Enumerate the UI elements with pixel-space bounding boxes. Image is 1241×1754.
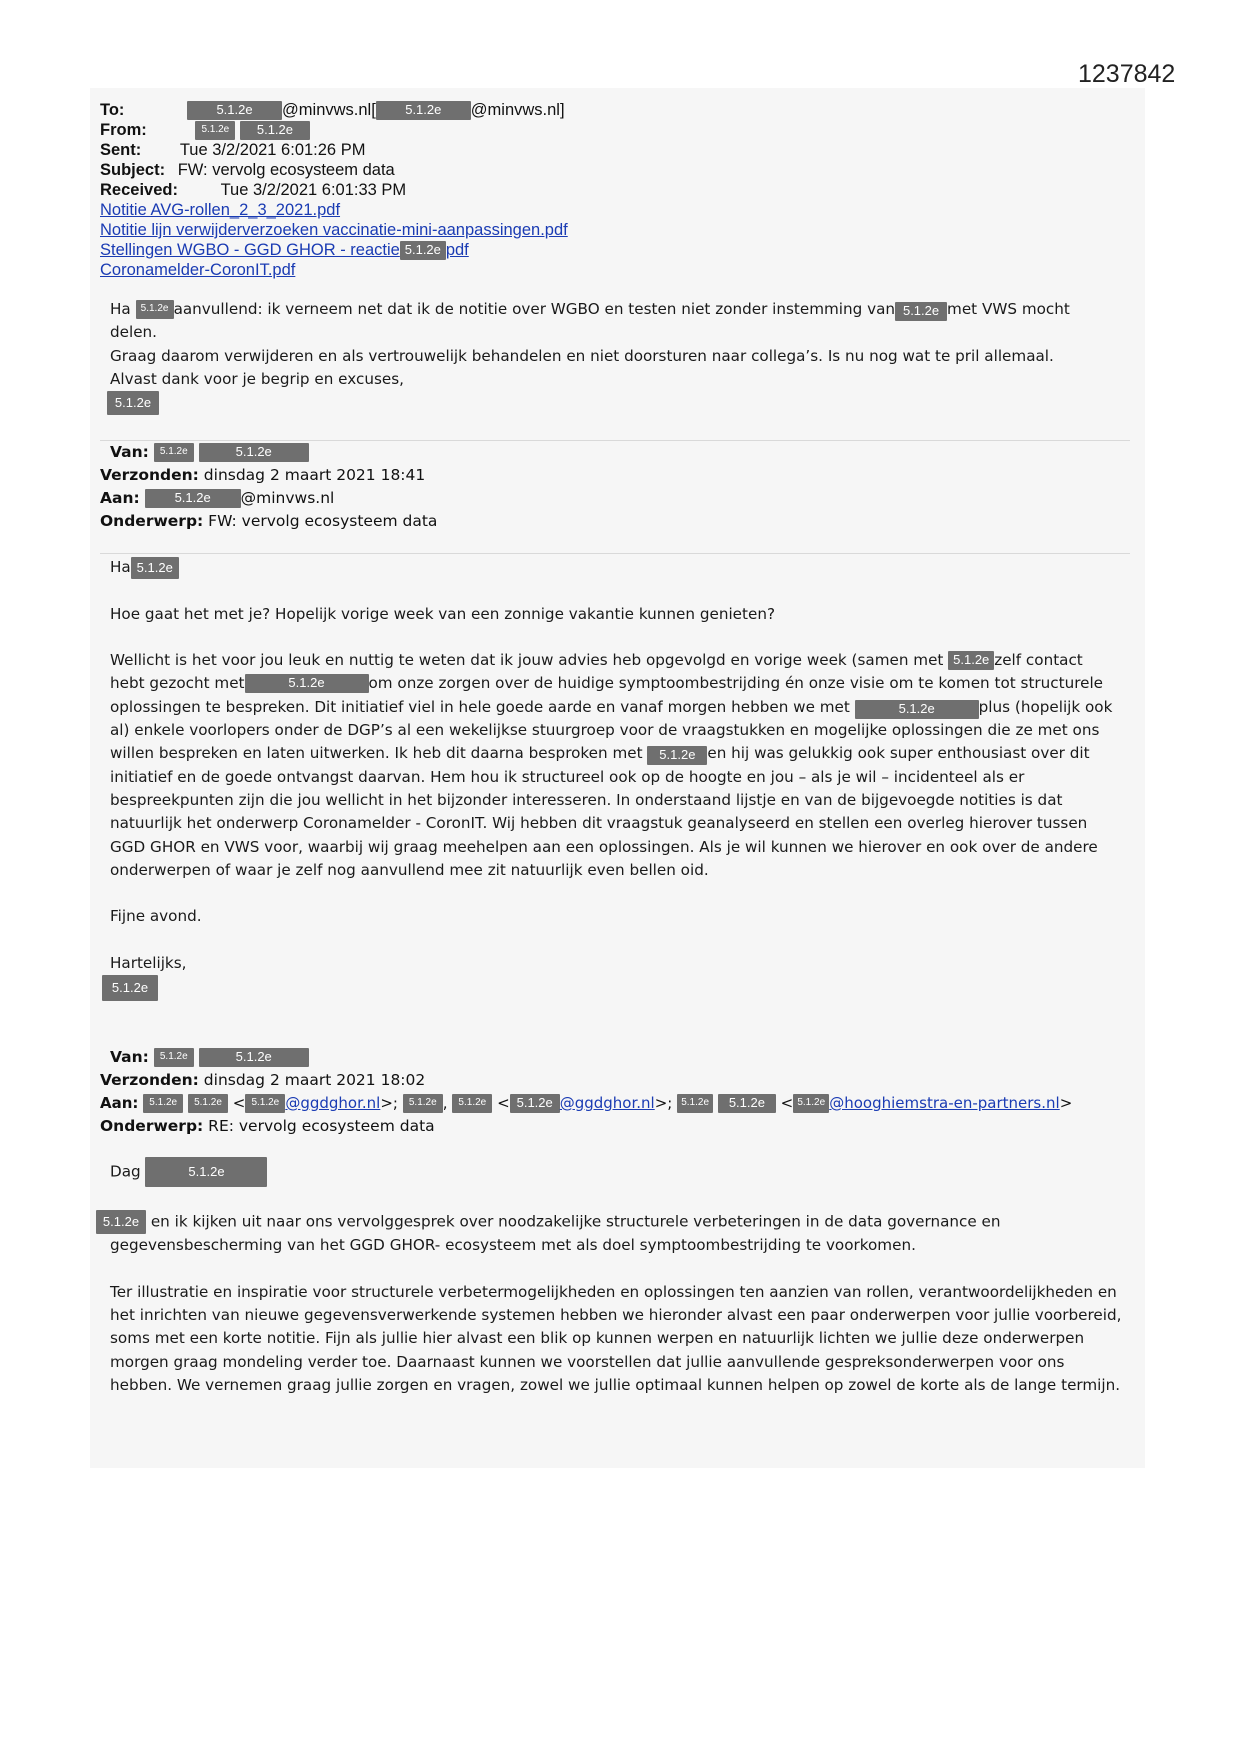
text: met VWS mocht	[947, 300, 1070, 318]
text: zelf contact	[994, 651, 1083, 670]
from-label: From:	[100, 121, 147, 139]
redaction: 5.1.2e	[245, 674, 369, 693]
text: Ha	[110, 300, 136, 318]
onderwerp-label: Onderwerp:	[100, 1117, 204, 1135]
text: oplossingen te bespreken. Dit initiatief viel in hele goede aarde en vanaf morgen hebben we met	[110, 697, 850, 716]
text: om onze zorgen over de huidige symptoombestrijding én onze visie om te komen tot structurele	[368, 674, 1104, 693]
verzonden-value: dinsdag 2 maart 2021 18:41	[203, 466, 426, 484]
text: Hoe gaat het met je? Hopelijk vorige week van een zonnige vakantie kunnen genieten?	[110, 604, 776, 623]
attachment-link[interactable]	[100, 260, 295, 280]
van-line	[100, 441, 309, 465]
onderwerp-label: Onderwerp:	[100, 512, 204, 530]
redaction: 5.1.2e	[510, 1094, 560, 1113]
received-value: Tue 3/2/2021 6:01:33 PM	[220, 181, 407, 199]
redaction: 5.1.2e	[199, 443, 309, 462]
onderwerp-line	[100, 1115, 435, 1139]
redaction: 5.1.2e	[136, 300, 174, 319]
text: natuurlijk het onderwerp Coronamelder - CoronIT. Wij hebben dit vraagstuk geanalyseerd en stellen een overleg hierover tussen	[110, 814, 1088, 833]
received-label: Received:	[100, 181, 178, 199]
redaction: 5.1.2e	[245, 1094, 285, 1113]
message-body-3	[102, 1157, 1130, 1397]
verzonden-label: Verzonden:	[100, 1071, 199, 1089]
text: ,	[442, 1094, 448, 1112]
attachment-link[interactable]	[100, 220, 568, 240]
aan-label: Aan:	[100, 1094, 139, 1112]
text: delen.	[110, 323, 158, 342]
to-label: To:	[100, 101, 125, 119]
redaction: 5.1.2e	[154, 1048, 194, 1067]
attachment-stellingen-ext[interactable]: pdf	[445, 241, 469, 259]
van-line	[100, 1046, 309, 1070]
redaction: 5.1.2e	[403, 1094, 443, 1113]
redaction: 5.1.2e	[188, 1094, 228, 1113]
to-domain: @minvws.nl]	[470, 101, 565, 119]
divider	[100, 553, 1130, 554]
text: >;	[380, 1094, 398, 1112]
signature-redaction: 5.1.2e	[102, 975, 158, 1001]
verzonden-line	[100, 464, 425, 488]
sent-value: Tue 3/2/2021 6:01:26 PM	[179, 141, 366, 159]
text: initiatief en de goede ontvangst daarvan. Hem hou ik structureel ook op de hoogte en jou – als je wil – incidenteel als er	[110, 767, 1025, 786]
text: hebt gezocht met	[110, 674, 245, 693]
redaction: 5.1.2e	[677, 1094, 713, 1113]
signature-redaction: 5.1.2e	[107, 391, 159, 415]
attachment-link[interactable]	[100, 240, 469, 260]
subject-value: FW: vervolg ecosysteem data	[177, 161, 395, 179]
redaction: 5.1.2e	[145, 1157, 267, 1187]
redaction: 5.1.2e	[948, 651, 994, 670]
text: Alvast dank voor je begrip en excuses,	[110, 369, 404, 388]
redaction: 5.1.2e	[145, 489, 241, 508]
attachment-stellingen-wgbo[interactable]: Stellingen WGBO - GGD GHOR - reactie	[100, 241, 400, 259]
redaction: 5.1.2e	[240, 121, 310, 140]
attachment-avg-rollen[interactable]: Notitie AVG-rollen_2_3_2021.pdf	[100, 201, 341, 219]
redaction: 5.1.2e	[452, 1094, 492, 1113]
document-number: 1237842	[1078, 60, 1176, 88]
text: <	[232, 1094, 246, 1112]
attachment-link[interactable]	[100, 200, 340, 220]
text: >;	[654, 1094, 673, 1112]
text: aanvullend: ik verneem net dat ik de notitie over WGBO en testen niet zonder instemming van	[173, 300, 896, 318]
sent-label: Sent:	[100, 141, 142, 159]
redaction: 5.1.2e	[718, 1094, 776, 1113]
redaction: 5.1.2e	[131, 557, 179, 579]
to-domain: @minvws.nl[	[282, 101, 376, 119]
van-label: Van:	[110, 1048, 149, 1066]
redaction: 5.1.2e	[400, 241, 446, 260]
from-line	[100, 120, 310, 140]
text: <	[497, 1094, 510, 1112]
email-link[interactable]: @hooghiemstra-en-partners.nl	[829, 1094, 1060, 1112]
onderwerp-value: RE: vervolg ecosysteem data	[208, 1117, 435, 1135]
message-body-1	[110, 298, 1130, 415]
text: onderwerpen of waar je zelf nog aanvullend mee zit natuurlijk even bellen oid.	[110, 860, 709, 879]
redaction: 5.1.2e	[96, 1210, 146, 1234]
redaction: 5.1.2e	[199, 1048, 309, 1067]
text: GGD GHOR en VWS voor, waarbij wij graag meehelpen aan een oplossingen. Als je wil kunnen we hierover en ook over de andere	[110, 837, 1098, 856]
text: al) enkele voorlopers onder de DGP’s al een wekelijkse stuurgroep voor de vraagstukken en mogelijke oplossingen die ze met ons	[110, 721, 1100, 740]
text: Fijne avond.	[110, 907, 202, 926]
subject-line	[100, 160, 395, 180]
redaction: 5.1.2e	[855, 700, 979, 719]
text: en hij was gelukkig ook super enthousiast over dit	[707, 744, 1090, 763]
redaction: 5.1.2e	[195, 121, 235, 140]
aan-label: Aan:	[100, 489, 140, 507]
email-link[interactable]: @ggdghor.nl	[559, 1094, 655, 1112]
redaction: 5.1.2e	[895, 302, 947, 321]
text: Hartelijks,	[110, 954, 187, 973]
aan-line	[100, 1092, 1072, 1116]
sent-line	[100, 140, 365, 160]
aan-line	[100, 487, 334, 511]
aan-domain: @minvws.nl	[240, 489, 335, 507]
redaction: 5.1.2e	[376, 101, 471, 120]
text: en ik kijken uit naar ons vervolggesprek over noodzakelijke structurele verbeteringen in de data governance en	[150, 1212, 1001, 1231]
redaction: 5.1.2e	[647, 746, 707, 765]
redaction: 5.1.2e	[187, 101, 282, 120]
text: Ha	[110, 558, 131, 576]
text: bespreekpunten zijn die jou wellicht in het bijzonder interesseren. In onderstaand lijstje en van de bijgevoegde notities is dat	[110, 790, 1063, 809]
message-body-2	[110, 556, 1130, 1001]
redaction: 5.1.2e	[154, 443, 194, 462]
text: plus (hopelijk ook	[978, 697, 1113, 716]
verzonden-line	[100, 1069, 425, 1093]
attachment-coronamelder[interactable]: Coronamelder-CoronIT.pdf	[100, 261, 296, 279]
verzonden-value: dinsdag 2 maart 2021 18:02	[203, 1071, 426, 1089]
text: >	[1059, 1094, 1073, 1112]
to-line	[100, 100, 565, 120]
verzonden-label: Verzonden:	[100, 466, 199, 484]
text: willen bespreken en laten uitwerken. Ik heb dit daarna besproken met	[110, 744, 643, 763]
text: Graag daarom verwijderen en als vertrouwelijk behandelen en niet doorsturen naar collega’s. Is nu nog wat te pril allemaal.	[110, 346, 1054, 365]
attachment-verwijderverzoeken[interactable]: Notitie lijn verwijderverzoeken vaccinatie-mini-aanpassingen.pdf	[100, 221, 568, 239]
text: <	[780, 1094, 794, 1112]
text: gegevensbescherming van het GGD GHOR- ecosysteem met als doel symptoombestrijding te voorkomen.	[110, 1236, 916, 1255]
email-link[interactable]: @ggdghor.nl	[285, 1094, 381, 1112]
text: Ter illustratie en inspiratie voor structurele verbetermogelijkheden en oplossingen ten aanzien van rollen, verantwoordelijkheden en het inrichten van nieuwe gegevensverwerkende systemen hebben we hieronder alvast een paar onderwerpen voor jullie voorbereid, soms met een korte notitie. Fijn als jullie hier alvast een blik op kunnen werpen en natuurlijk lichten we jullie deze onderwerpen morgen graag mondeling verder toe. Daarnaast kunnen we voorstellen dat jullie aanvullende gespreksonderwerpen voor ons hebben. We vernemen graag jullie zorgen en vragen, zowel we jullie optimaal kunnen helpen op zowel de korte als de lange termijn.	[110, 1282, 1122, 1395]
redaction: 5.1.2e	[793, 1094, 829, 1113]
van-label: Van:	[110, 443, 149, 461]
received-line	[100, 180, 406, 200]
subject-label: Subject:	[100, 161, 166, 179]
onderwerp-value: FW: vervolg ecosysteem data	[208, 512, 438, 530]
redaction: 5.1.2e	[143, 1094, 183, 1113]
onderwerp-line	[100, 510, 437, 534]
text: Wellicht is het voor jou leuk en nuttig te weten dat ik jouw advies heb opgevolgd en vorige week (samen met	[110, 651, 944, 670]
text: Dag	[110, 1162, 141, 1181]
